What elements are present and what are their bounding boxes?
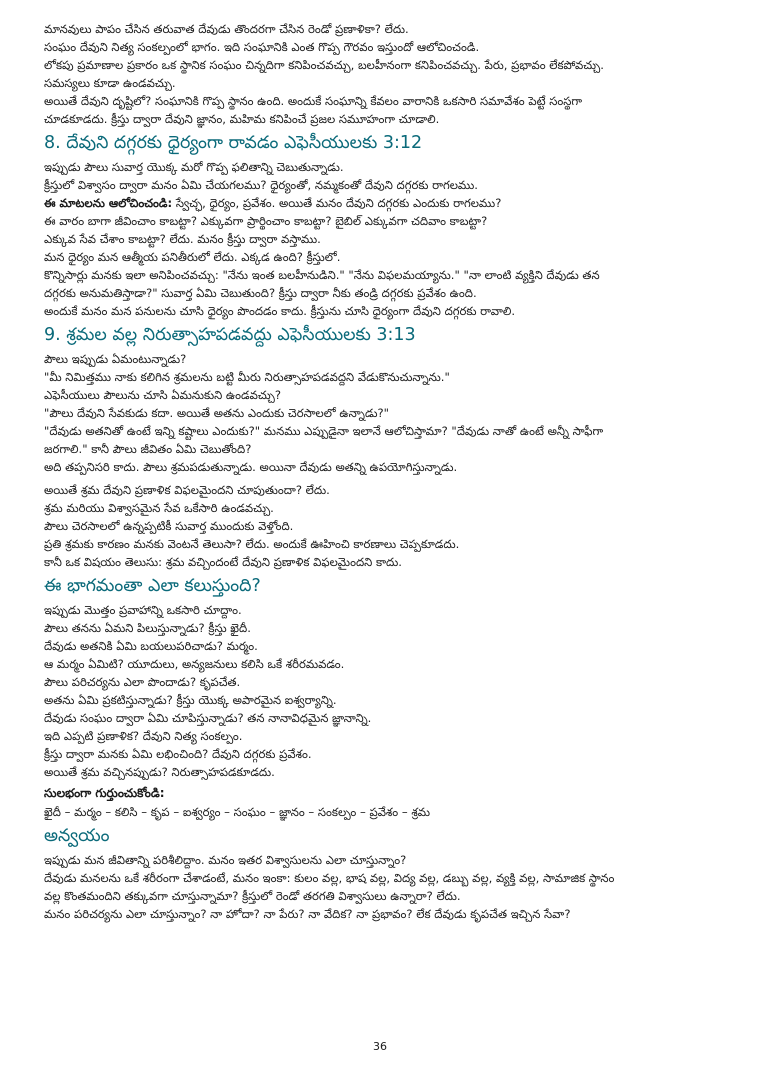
emphasis-lead: ఈ మాటలను ఆలోచించండి: bbox=[44, 196, 173, 210]
emphasis-rest: స్వేచ్ఛ, ధైర్యం, ప్రవేశం. అయితే మనం దేవుని దగ్గరకు ఎందుకు రాగలము? bbox=[172, 196, 502, 210]
page-number: 36 bbox=[373, 1040, 387, 1053]
body-line: అందుకే మనం మన పనులను చూసి ధైర్యం పొందడం కాదు. క్రీస్తును చూసి ధైర్యంగా దేవుని దగ్గరకు రావాలి. bbox=[44, 304, 516, 318]
body-line: "మీ నిమిత్తము నాకు కలిగిన శ్రమలను బట్టి మీరు నిరుత్సాహపడవద్దని వేడుకొనుచున్నాను." bbox=[44, 370, 450, 384]
body-line: ఇప్పుడు పౌలు సువార్త యొక్క మరో గొప్ప ఫలితాన్ని చెబుతున్నాడు. bbox=[44, 160, 344, 174]
body-line: పౌలు తనను ఏమని పిలుస్తున్నాడు? క్రీస్తు ఖైదీ. bbox=[44, 621, 251, 635]
section-9-body bbox=[44, 350, 728, 571]
body-line: పౌలు ఇప్పుడు ఏమంటున్నాడు? bbox=[44, 352, 187, 366]
body-line: మన ధైర్యం మన ఆత్మీయ పనితీరులో లేదు. ఎక్కడ ఉంది? క్రీస్తులో. bbox=[44, 250, 341, 264]
body-line: జరగాలి." కానీ పౌలు జీవితం ఏమి చెబుతోంది? bbox=[44, 442, 252, 456]
summary-heading: ఈ భాగమంతా ఎలా కలుస్తుంది? bbox=[44, 576, 261, 596]
body-line: వల్ల కొంతమందిని తక్కువగా చూస్తున్నామా? క్రీస్తులో రెండో తరగతి విశ్వాసులు ఉన్నారా? లేదు. bbox=[44, 889, 461, 903]
body-line: దేవుడు అతనికి ఏమి బయలుపరిచాడు? మర్మం. bbox=[44, 639, 258, 653]
body-line: దేవుడు మనలను ఒకే శరీరంగా చేశాడంటే, మనం ఇంకా: కులం వల్ల, భాష వల్ల, విద్య వల్ల, డబ్బు వల్ల, వ్యక్తి వల్ల, సామాజిక స్థానం bbox=[44, 871, 615, 885]
body-line: పౌలు చెరసాలలో ఉన్నప్పటికీ సువార్త ముందుకు వెళ్తోంది. bbox=[44, 519, 294, 533]
body-line: దగ్గరకు అనుమతిస్తాడా?" సువార్త ఏమి చెబుతుంది? క్రీస్తు ద్వారా నీకు తండ్రి దగ్గరకు ప్రవేశం ఉంది. bbox=[44, 286, 477, 300]
intro-line: మానవులు పాపం చేసిన తరువాత దేవుడు తొందరగా చేసిన రెండో ప్రణాళికా? లేదు. bbox=[44, 22, 409, 36]
body-line: అయితే శ్రమ వచ్చినప్పుడు? నిరుత్సాహపడకూడదు. bbox=[44, 765, 275, 779]
remember-line: ఖైదీ – మర్మం – కలిసి – కృప – ఐశ్వర్యం – సంఘం – జ్ఞానం – సంకల్పం – ప్రవేశం – శ్రమ bbox=[44, 805, 430, 819]
intro-block bbox=[44, 20, 728, 128]
body-line: ఈ వారం బాగా జీవించాం కాబట్టా? ఎక్కువగా ప్రార్థించాం కాబట్టా? బైబిల్ ఎక్కువగా చదివాం కాబట్టా? bbox=[44, 214, 488, 228]
body-line: ఇప్పుడు మొత్తం ప్రవాహాన్ని ఒకసారి చూద్దాం. bbox=[44, 603, 242, 617]
intro-line: లోకపు ప్రమాణాల ప్రకారం ఒక స్థానిక సంఘం చిన్నదిగా కనిపించవచ్చు, బలహీనంగా కనిపించవచ్చు. పేరు, ప్రభావం లేకపోవచ్చు. bbox=[44, 58, 604, 72]
body-line: ఎఫెసీయులు పౌలును చూసి ఏమనుకుని ఉండవచ్చు? bbox=[44, 388, 282, 402]
body-line: "పౌలు దేవుని సేవకుడు కదా. అయితే అతను ఎందుకు చెరసాలలో ఉన్నాడు?" bbox=[44, 406, 390, 420]
body-line: ఎక్కువ సేవ చేశాం కాబట్టా? లేదు. మనం క్రీస్తు ద్వారా వస్తాము. bbox=[44, 232, 321, 246]
body-line: దేవుడు సంఘం ద్వారా ఏమి చూపిస్తున్నాడు? తన నానావిధమైన జ్ఞానాన్ని. bbox=[44, 711, 372, 725]
body-line: ఇది ఎప్పటి ప్రణాళిక? దేవుని నిత్య సంకల్పం. bbox=[44, 729, 243, 743]
body-line: మనం పరిచర్యను ఎలా చూస్తున్నాం? నా హోదా? నా పేరు? నా వేదిక? నా ప్రభావం? లేక దేవుడు కృపచేత ఇచ్చిన సేవా? bbox=[44, 907, 571, 921]
section-9-heading: 9. శ్రమల వల్ల నిరుత్సాహపడవద్దు ఎఫెసీయులకు 3:13 bbox=[44, 325, 416, 345]
body-line: ఆ మర్మం ఏమిటి? యూదులు, అన్యజనులు కలిసి ఒకే శరీరమవడం. bbox=[44, 657, 345, 671]
body-line: ప్రతి శ్రమకు కారణం మనకు వెంటనే తెలుసా? లేదు. అందుకే ఊహించి కారణాలు చెప్పకూడదు. bbox=[44, 537, 460, 551]
emphasis-line bbox=[44, 194, 728, 212]
application-body bbox=[44, 851, 728, 923]
body-line: కానీ ఒక విషయం తెలుసు: శ్రమ వచ్చిందంటే దేవుని ప్రణాళిక విఫలమైందని కాదు. bbox=[44, 555, 402, 569]
body-line: అతను ఏమి ప్రకటిస్తున్నాడు? క్రీస్తు యొక్క అపారమైన ఐశ్వర్యాన్ని. bbox=[44, 693, 337, 707]
body-line: క్రీస్తులో విశ్వాసం ద్వారా మనం ఏమి చేయగలము? ధైర్యంతో, నమ్మకంతో దేవుని దగ్గరకు రాగలము. bbox=[44, 178, 478, 192]
body-line: కొన్నిసార్లు మనకు ఇలా అనిపించవచ్చు: "నేను ఇంత బలహీనుడిని." "నేను విఫలమయ్యాను." "నా లాంటి వ్యక్తిని దేవుడు తన bbox=[44, 268, 600, 282]
intro-line: అయితే దేవుని దృష్టిలో? సంఘానికి గొప్ప స్థానం ఉంది. అందుకే సంఘాన్ని కేవలం వారానికి ఒకసారి సమావేశం పెట్టే సంస్థగా bbox=[44, 94, 583, 108]
body-line: ఇప్పుడు మన జీవితాన్ని పరిశీలిద్దాం. మనం ఇతర విశ్వాసులను ఎలా చూస్తున్నాం? bbox=[44, 853, 407, 867]
section-8-heading: 8. దేవుని దగ్గరకు ధైర్యంగా రావడం ఎఫెసీయులకు 3:12 bbox=[44, 133, 423, 153]
page-content bbox=[44, 20, 728, 923]
application-heading: అన్వయం bbox=[44, 826, 110, 846]
remember-title: సులభంగా గుర్తుంచుకోండి: bbox=[44, 786, 165, 800]
body-line: అది తప్పనిసరి కాదు. పౌలు శ్రమపడుతున్నాడు. అయినా దేవుడు అతన్ని ఉపయోగిస్తున్నాడు. bbox=[44, 460, 458, 474]
body-line: పౌలు పరిచర్యను ఎలా పొందాడు? కృపచేత. bbox=[44, 675, 241, 689]
body-line: శ్రమ మరియు విశ్వాసమైన సేవ ఒకేసారి ఉండవచ్చు. bbox=[44, 501, 274, 515]
body-line: క్రీస్తు ద్వారా మనకు ఏమి లభించింది? దేవుని దగ్గరకు ప్రవేశం. bbox=[44, 747, 312, 761]
section-8-body bbox=[44, 158, 728, 320]
body-line: అయితే శ్రమ దేవుని ప్రణాళిక విఫలమైందని చూపుతుందా? లేదు. bbox=[44, 483, 330, 497]
intro-line: సంఘం దేవుని నిత్య సంకల్పంలో భాగం. ఇది సంఘానికి ఎంత గొప్ప గౌరవం ఇస్తుందో ఆలోచించండి. bbox=[44, 40, 480, 54]
intro-line: సమస్యలు కూడా ఉండవచ్చు. bbox=[44, 76, 176, 90]
summary-body bbox=[44, 601, 728, 821]
body-line: "దేవుడు అతనితో ఉంటే ఇన్ని కష్టాలు ఎందుకు?" మనము ఎప్పుడైనా ఇలానే ఆలోచిస్తామా? "దేవుడు నాతో ఉంటే అన్నీ సాఫీగా bbox=[44, 424, 604, 438]
intro-line: చూడకూడదు. క్రీస్తు ద్వారా దేవుని జ్ఞానం, మహిమ కనిపించే ప్రజల సమూహంగా చూడాలి. bbox=[44, 112, 440, 126]
